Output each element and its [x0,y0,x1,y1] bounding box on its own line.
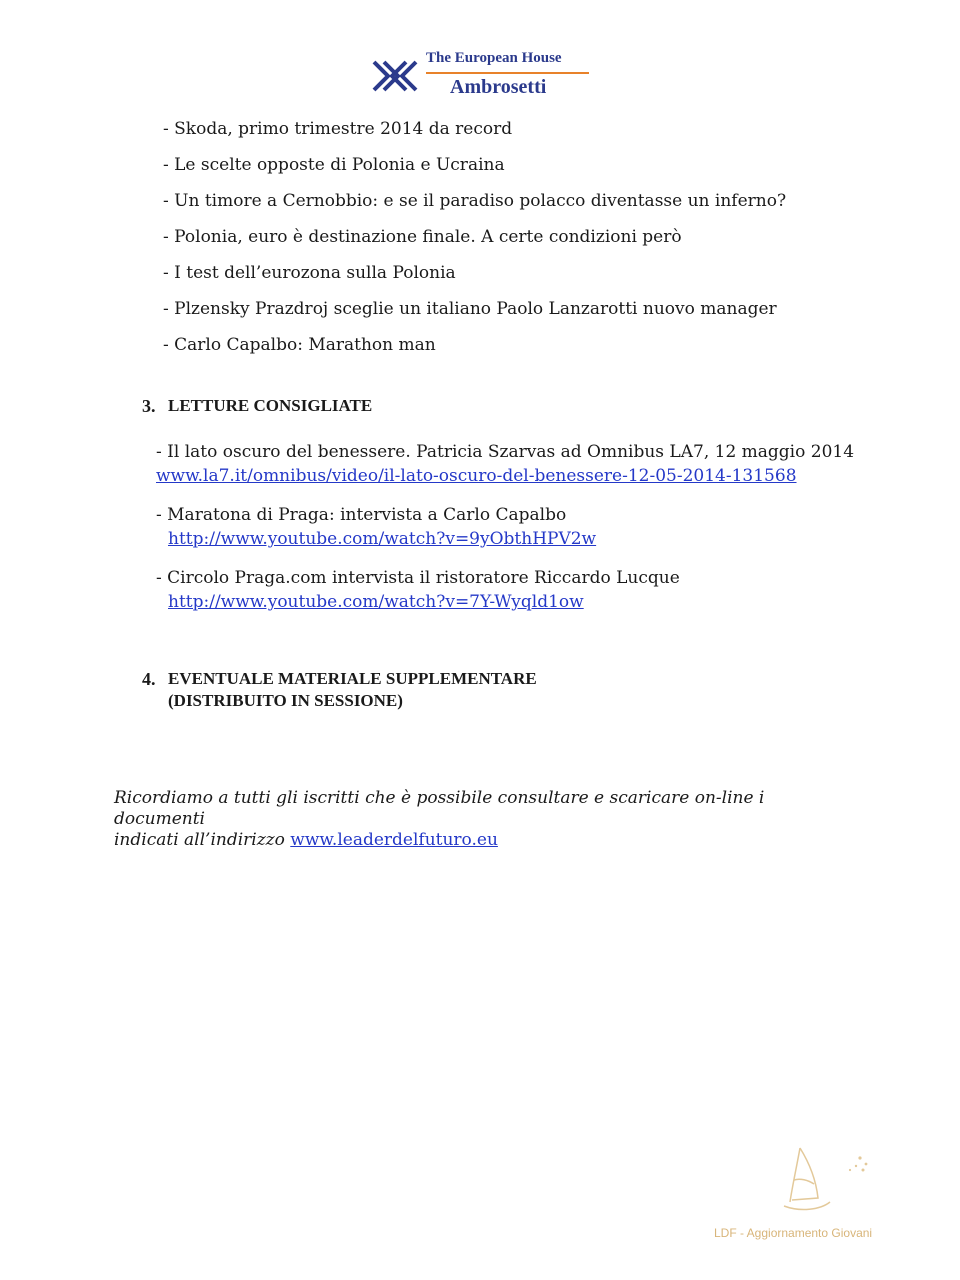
footer-label: LDF - Aggiornamento Giovani [714,1226,873,1240]
sailboat-logo-icon [770,1140,880,1220]
header-logo [370,50,600,102]
news-list [163,116,786,368]
ambrosetti-logo-icon [370,54,420,98]
footnote-line2: indicati all’indirizzo [114,830,291,850]
brand-divider [426,72,589,74]
reading-item [156,503,596,551]
list-item: - Le scelte opposte di Polonia e Ucraina [163,155,505,175]
footnote-link[interactable]: www.leaderdelfuturo.eu [290,830,498,850]
reading-text: - Maratona di Praga: intervista a Carlo Capalbo [156,505,567,525]
section-title-line1: EVENTUALE MATERIALE SUPPLEMENTARE [168,669,537,688]
reading-text: - Il lato oscuro del benessere. Patricia Szarvas ad Omnibus LA7, 12 maggio 2014 [156,442,855,462]
brand-line2: Ambrosetti [450,76,547,98]
reading-item [156,440,854,488]
reading-link[interactable]: http://www.youtube.com/watch?v=7Y-Wyqld1ow [168,592,584,612]
section-title: LETTURE CONSIGLIATE [168,396,373,415]
list-item: - Skoda, primo trimestre 2014 da record [163,119,513,139]
reading-text: - Circolo Praga.com intervista il ristoratore Riccardo Lucque [156,568,680,588]
reading-link[interactable]: www.la7.it/omnibus/video/il-lato-oscuro-del-benessere-12-05-2014-131568 [156,466,797,486]
section-3-heading [142,395,372,418]
list-item: - I test dell’eurozona sulla Polonia [163,263,456,283]
footnote [114,788,854,851]
brand-line1: The European House [426,50,562,66]
list-item: - Polonia, euro è destinazione finale. A certe condizioni però [163,227,682,247]
reading-link[interactable]: http://www.youtube.com/watch?v=9yObthHPV2w [168,529,597,549]
footnote-line1: Ricordiamo a tutti gli iscritti che è possibile consultare e scaricare on-line i documenti [114,788,765,829]
section-title-line2: (DISTRIBUITO IN SESSIONE) [168,691,403,710]
section-number: 3. [142,396,156,416]
reading-item [156,566,680,614]
list-item: - Plzensky Prazdroj sceglie un italiano Paolo Lanzarotti nuovo manager [163,299,777,319]
list-item: - Un timore a Cernobbio: e se il paradiso polacco diventasse un inferno? [163,191,787,211]
list-item: - Carlo Capalbo: Marathon man [163,335,436,355]
section-number: 4. [142,669,156,689]
section-4-heading [142,668,537,712]
